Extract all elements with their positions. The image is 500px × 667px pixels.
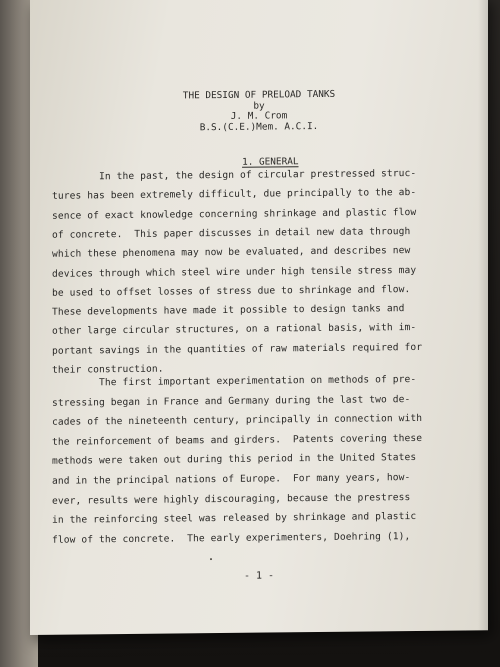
author-credentials: B.S.(C.E.)Mem. A.C.I. — [199, 120, 319, 134]
text-line: These developments have made it possible to design tanks and — [52, 303, 405, 318]
text-line: portant savings in the quantities of raw materials required for — [52, 341, 423, 357]
paper-speck — [210, 558, 212, 560]
text-line: ever, results were highly discouraging, because the prestress — [52, 491, 411, 507]
text-line: their construction. — [52, 363, 164, 376]
by-line: by — [253, 100, 265, 112]
text-line: which these phenomena may now be evaluated, and describes new — [52, 245, 411, 260]
author-name: J. M. Crom — [230, 110, 288, 122]
text-line: other large circular structures, on a rational basis, with im- — [52, 322, 417, 338]
text-line: stressing began in France and Germany during the last two de- — [52, 393, 411, 409]
text-line: flow of the concrete. The early experimenters, Doehring (1), — [52, 530, 411, 546]
text-line: sence of exact knowledge concerning shrinkage and plastic flow — [52, 206, 417, 222]
text-line: in the reinforcing steel was released by shrinkage and plastic — [52, 511, 417, 526]
text-line: devices through which steel wire under high tensile stress may — [52, 264, 417, 280]
text-line: and in the principal nations of Europe. For many years, how- — [52, 472, 411, 487]
text-line: the reinforcement of beams and girders. Patents covering these — [52, 432, 423, 448]
text-line: The first important experimentation on methods of pre- — [52, 373, 417, 389]
document-page — [30, 0, 488, 635]
text-line: tures has been extremely difficult, due principally to the ab- — [52, 187, 417, 203]
section-heading: 1. GENERAL — [242, 156, 299, 168]
text-line: methods were taken out during this period in the United States — [52, 452, 417, 468]
text-line: of concrete. This paper discusses in detail new data through — [52, 225, 411, 241]
text-line: In the past, the design of circular prestressed struc- — [52, 167, 417, 183]
document-title: THE DESIGN OF PRELOAD TANKS — [182, 88, 336, 102]
text-line: be used to offset losses of stress due to shrinkage and flow. — [52, 283, 411, 299]
page-number: - 1 - — [243, 570, 275, 582]
text-line: cades of the nineteenth century, principally in connection with — [52, 413, 423, 428]
